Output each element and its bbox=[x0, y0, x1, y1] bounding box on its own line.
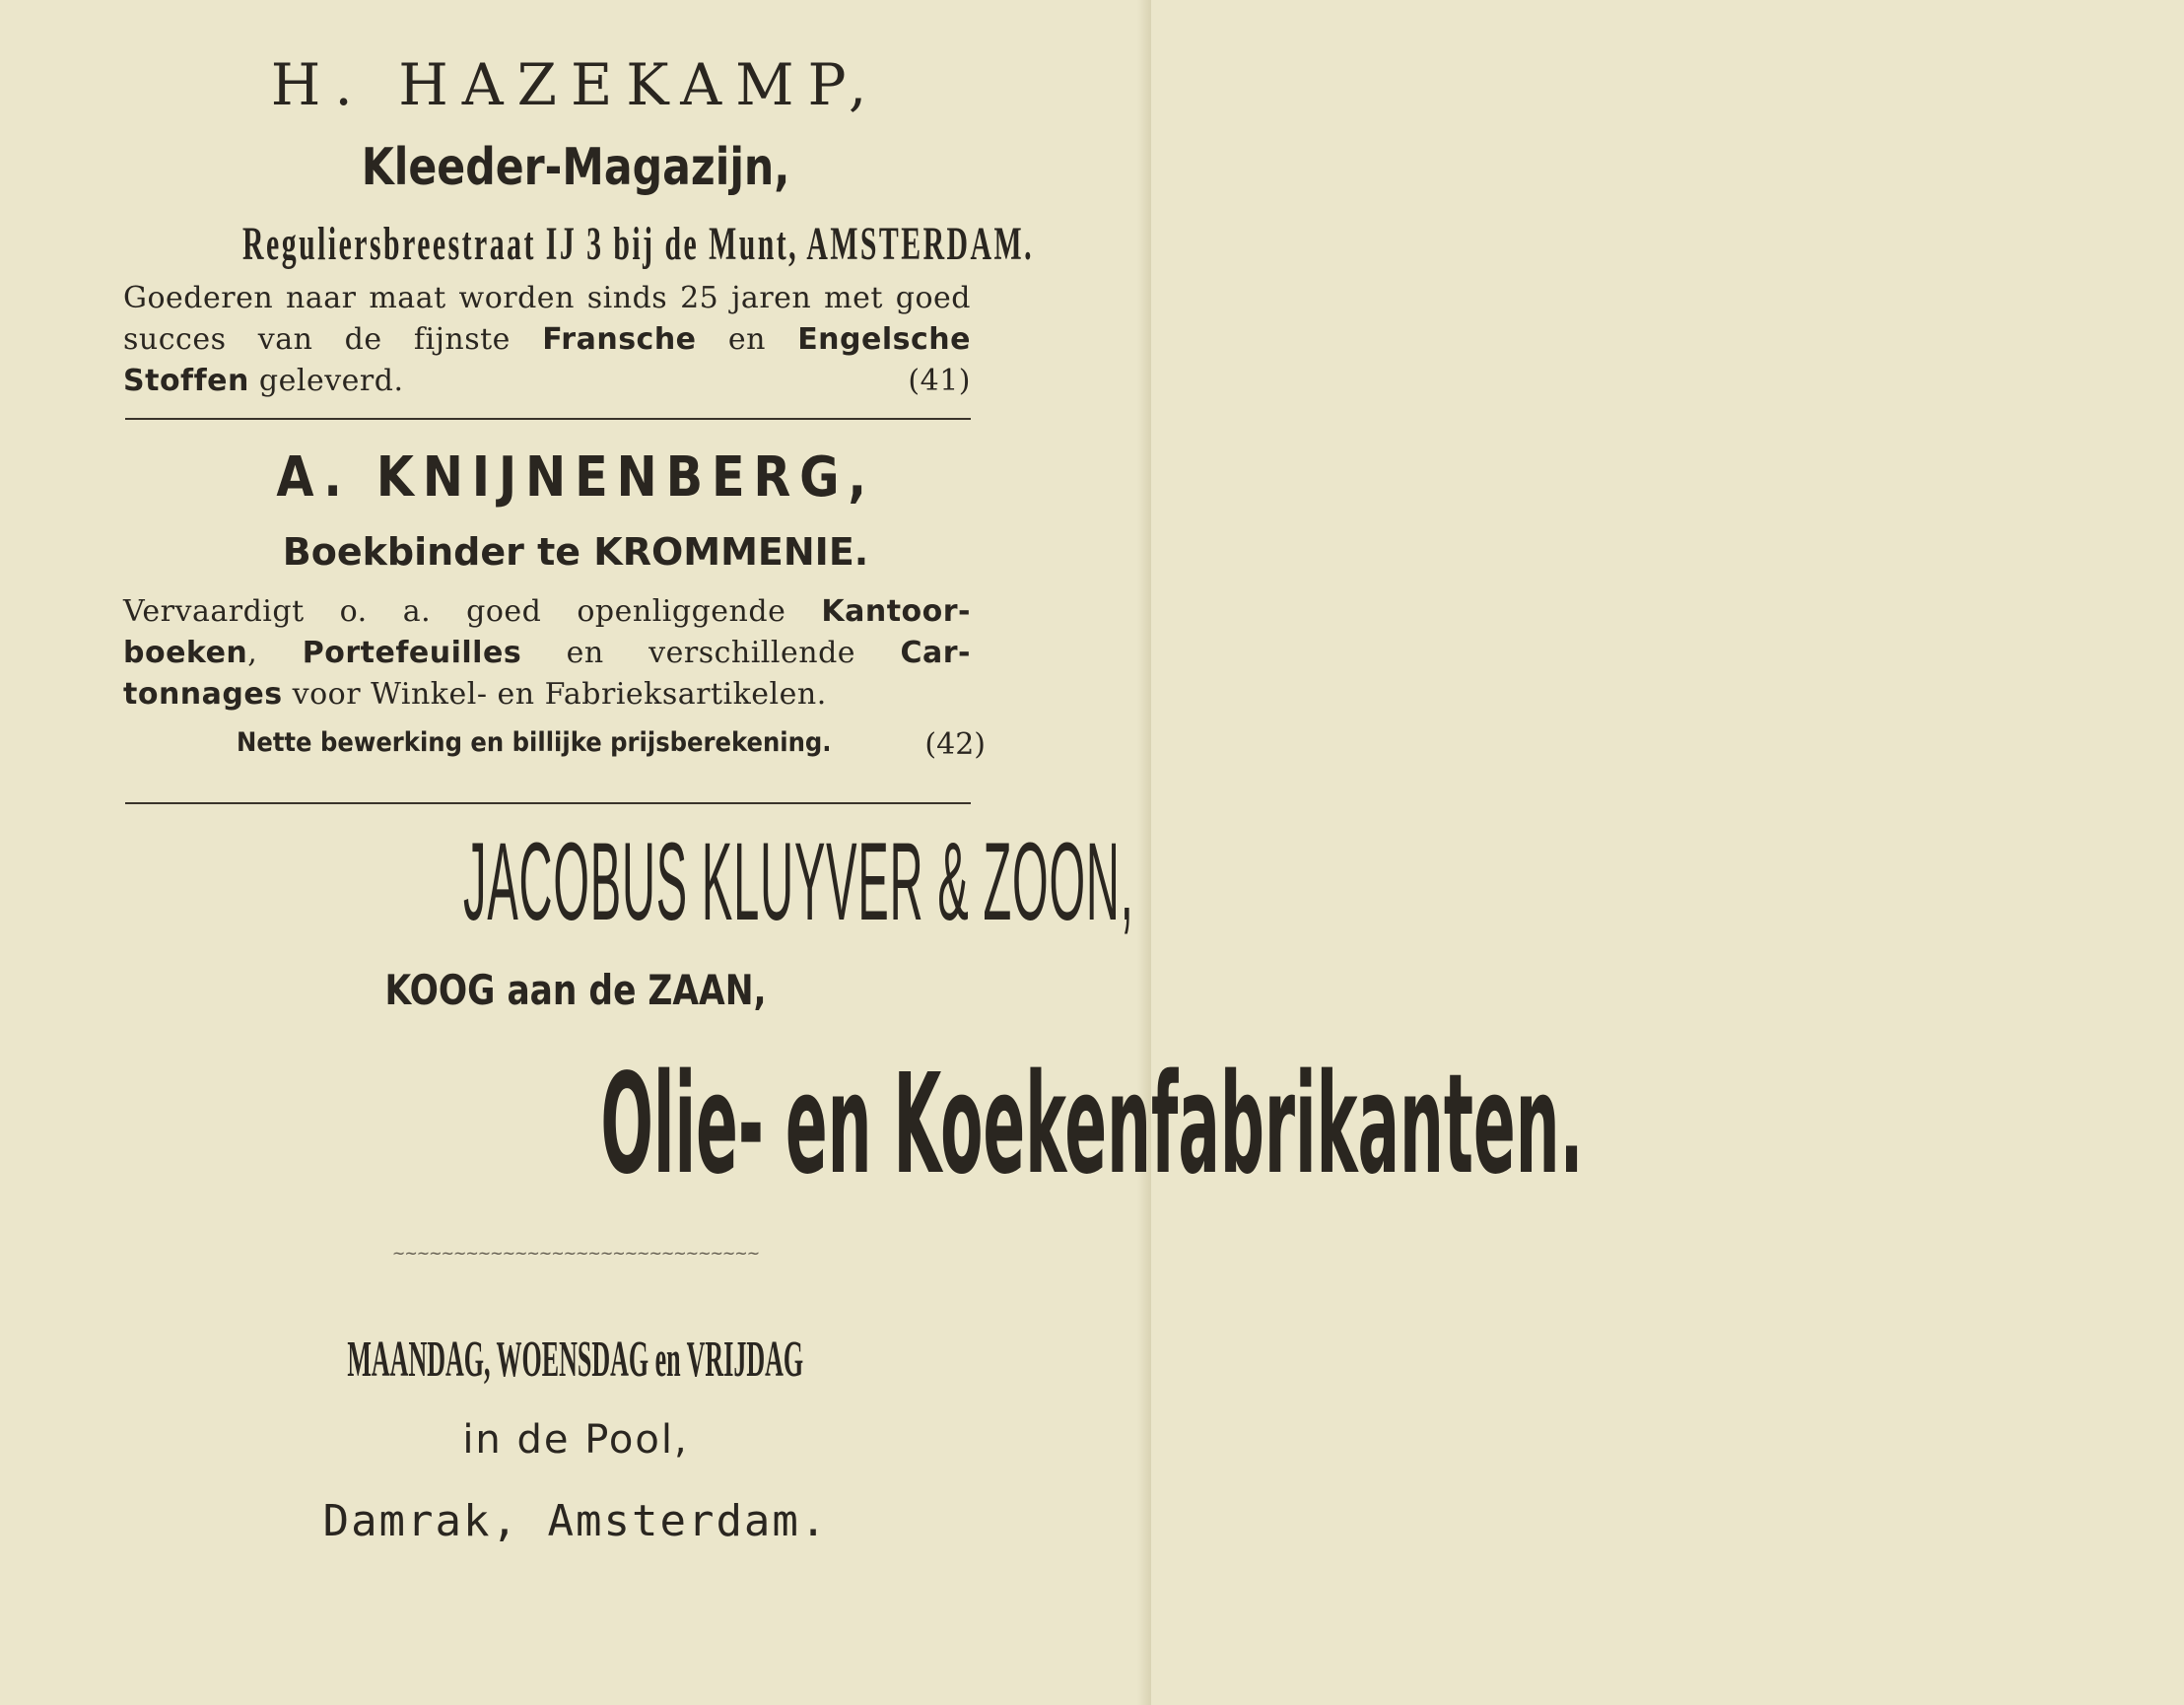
divider-2 bbox=[125, 802, 971, 804]
ad3-location bbox=[0, 966, 1151, 1014]
ad1-number: (41) bbox=[908, 364, 971, 398]
ad1-bold-2: Engelsche Stoffen bbox=[123, 322, 971, 398]
ad1-bold-1: Fransche bbox=[542, 322, 697, 357]
ad2-name bbox=[0, 445, 1151, 510]
ad1-business bbox=[0, 138, 1151, 197]
ad3-business-text: Olie- en Koekenfabrikanten. bbox=[600, 1045, 1584, 1205]
ad2-bold-3: Car-tonnages bbox=[123, 636, 972, 712]
ad3-business bbox=[0, 1045, 1584, 1205]
ad2-description bbox=[123, 591, 971, 716]
ad2-slogan-row bbox=[237, 727, 986, 762]
ad1-text-2: en bbox=[696, 322, 798, 357]
ad2-slogan: Nette bewerking en billijke prijsberekening. bbox=[237, 727, 832, 758]
ad2-business: Boekbinder te KROMMENIE. bbox=[282, 530, 869, 574]
ad1-address bbox=[0, 217, 1151, 271]
ad3-name bbox=[0, 818, 1151, 945]
ad3-name-text: JACOBUS KLUYVER & ZOON, bbox=[462, 820, 1134, 943]
ad3-place: in de Pool, bbox=[462, 1417, 689, 1463]
ad3-street: Damrak, Amsterdam. bbox=[322, 1496, 829, 1546]
ad2-text-4: voor Winkel- en Fabrieksartikelen. bbox=[282, 677, 827, 712]
ad2-bold-1: Kantoor-boeken bbox=[123, 594, 971, 670]
ad1-name: H. HAZEKAMP, bbox=[270, 51, 881, 118]
ad2-bold-2: Portefeuilles bbox=[302, 636, 522, 670]
ad2-name-text: A. KNIJNENBERG, bbox=[276, 445, 875, 510]
ad1-text-3: geleverd. bbox=[248, 364, 404, 398]
ad2-text-2: , bbox=[247, 636, 303, 670]
ad3-days bbox=[0, 1330, 1151, 1389]
ad3-location-text: KOOG aan de ZAAN, bbox=[384, 966, 767, 1014]
ad1-text-1: Goederen naar maat worden sinds 25 jaren met goed succes van de fijnste bbox=[123, 281, 971, 357]
ad2-text-3: en verschillende bbox=[521, 636, 901, 670]
ad2-number: (42) bbox=[924, 727, 986, 762]
ad2-text-1: Vervaardigt o. a. goed openliggende bbox=[123, 594, 822, 629]
ad1-address-text: Reguliersbreestraat IJ 3 bij de Munt, AMSTERDAM. bbox=[242, 218, 1034, 270]
ad3-days-text: MAANDAG, WOENSDAG en VRIJDAG bbox=[347, 1331, 804, 1388]
divider-1 bbox=[125, 418, 971, 420]
ad1-business-text: Kleeder-Magazijn, bbox=[361, 138, 790, 197]
ad1-description bbox=[123, 278, 971, 402]
ornament: ~~~~~~~~~~~~~~~~~~~~~~~~~~~~~~ bbox=[391, 1244, 760, 1262]
